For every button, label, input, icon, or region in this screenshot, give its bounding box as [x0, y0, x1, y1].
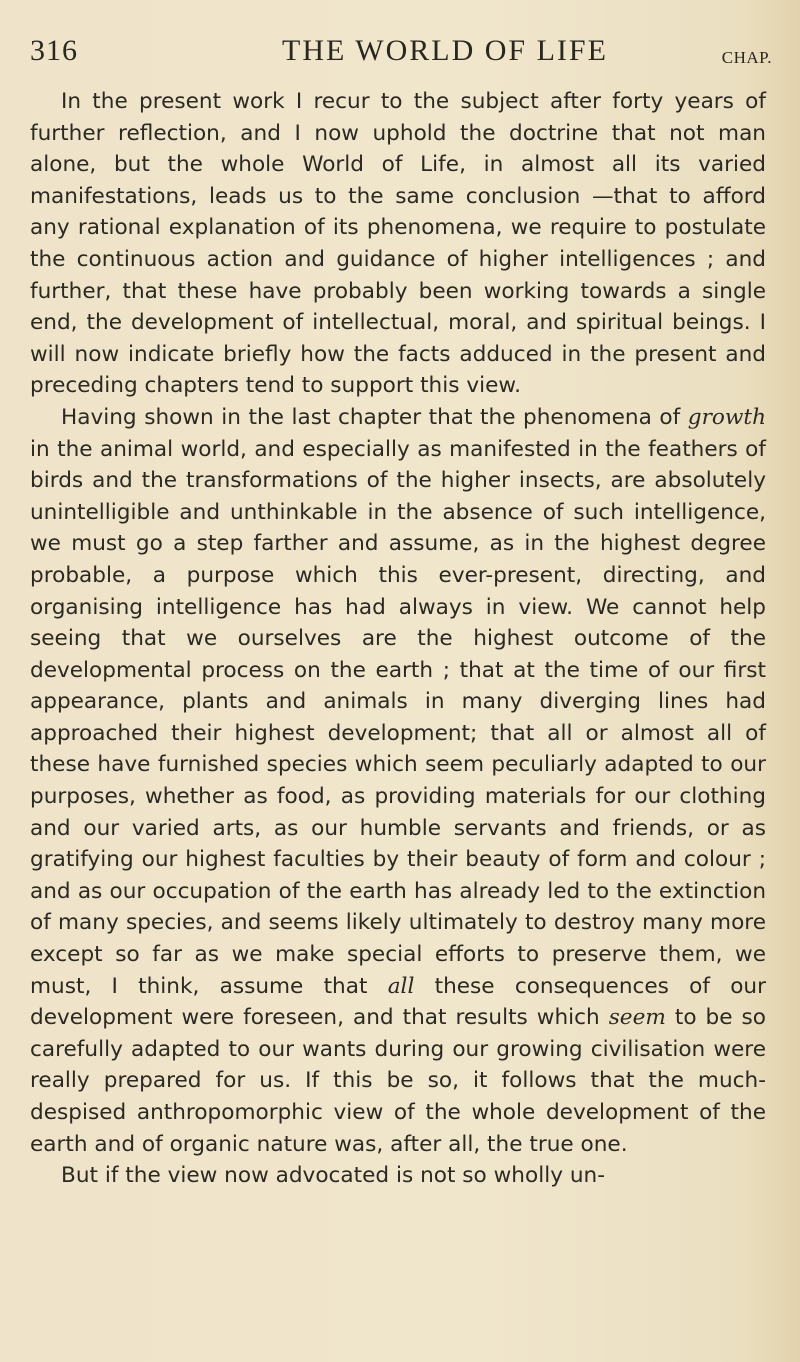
- text-run: these consequences of our development were foreseen, and that results which: [30, 973, 766, 1031]
- text-run: In the present work I recur to the subject after forty years of further reflection, and I now uphold the doctrine that not man alone, but the whole World of Life, in almost all its varied manifestations, leads us to the same conclusion —that to afford any rational explanation of its phenomena, we require to postulate the continuous action and guidance of higher intelligences ; and further, that these have probably been working towards a single end, the development of intellectual, moral, and spiritual beings. I will now indicate briefly how the facts adduced in the present and preceding chapters tend to support this view.: [30, 89, 766, 399]
- page-number: 316: [30, 34, 78, 67]
- text-run: to be so carefully adapted to our wants during our growing civilisation were really prepared for us. If this be so, it follows that the much-despised anthropomorphic view of the whole development of the earth and of organic nature was, after all, the true one.: [30, 1005, 766, 1157]
- italic-text: all: [387, 973, 415, 999]
- running-title: THE WORLD OF LIFE: [282, 34, 608, 67]
- chapter-label: CHAP.: [721, 48, 772, 67]
- paragraph: [30, 1160, 766, 1192]
- italic-text: growth: [687, 404, 766, 430]
- text-run: But if the view now advocated is not so wholly un-: [61, 1163, 605, 1189]
- page-header: [30, 34, 772, 74]
- text-run: in the animal world, and especially as manifested in the feathers of birds and the transformations of the higher insects, are absolutely unintelligible and unthinkable in the absence of such intelligence, we must go a step farther and assume, as in the highest degree probable, a purpose which this ever-present, directing, and organising intelligence has had always in view. We cannot help seeing that we ourselves are the highest outcome of the developmental process on the earth ; that at the time of our first appearance, plants and animals in many diverging lines had approached their highest development; that all or almost all of these have furnished species which seem peculiarly adapted to our purposes, whether as food, as providing materials for our clothing and our varied arts, as our humble servants and friends, or as gratifying our highest faculties by their beauty of form and colour ; and as our occupation of the earth has already led to the extinction of many species, and seems likely ultimately to destroy many more except so far as we make special efforts to preserve them, we must, I think, assume that: [30, 436, 766, 999]
- paragraph: [30, 402, 766, 1160]
- paragraph: [30, 86, 766, 402]
- body-text: [30, 86, 766, 1192]
- text-run: Having shown in the last chapter that the phenomena of: [61, 404, 688, 430]
- italic-text: seem: [608, 1005, 666, 1031]
